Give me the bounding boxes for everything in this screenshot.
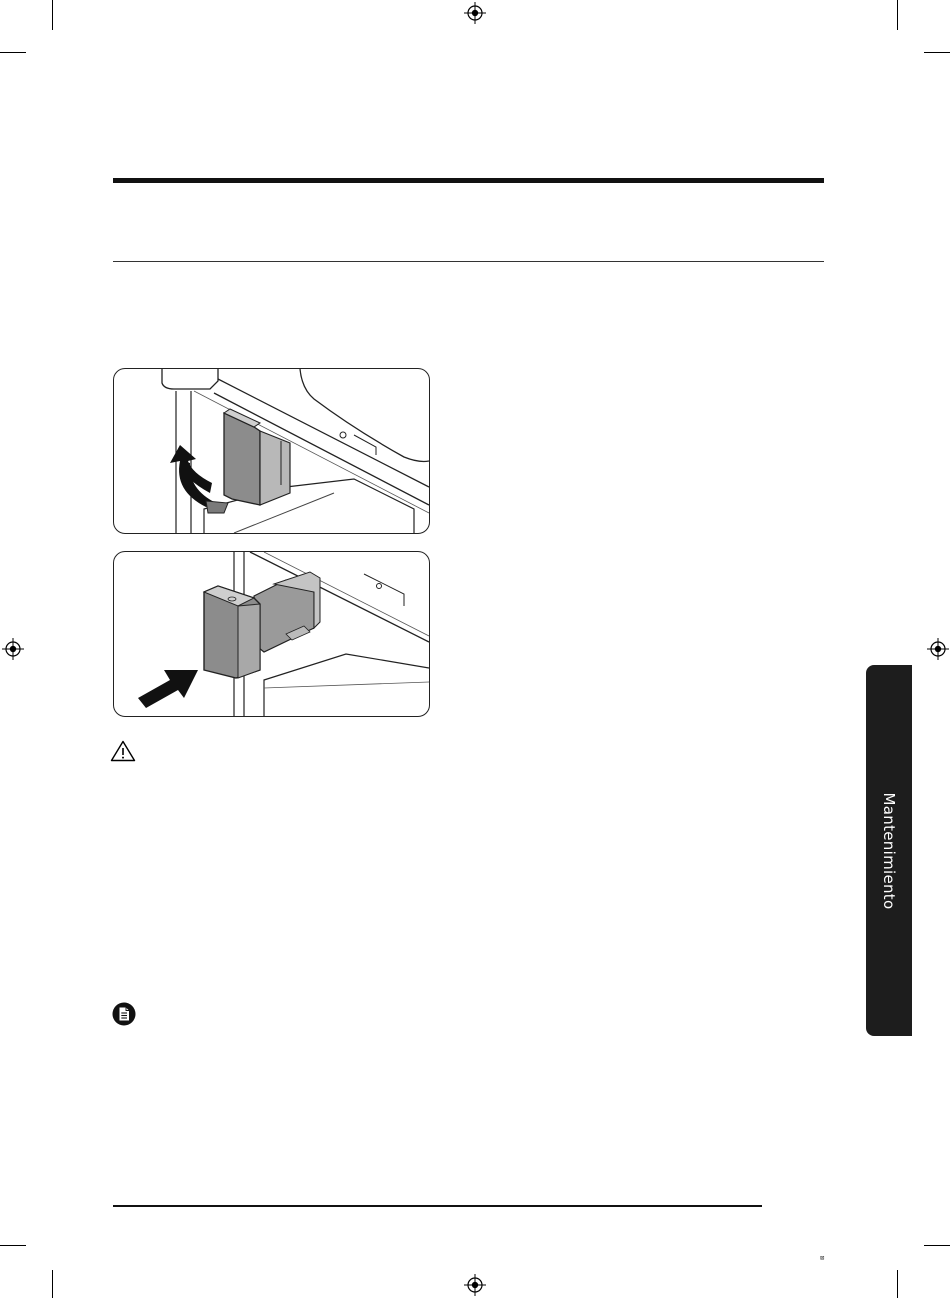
- crop-mark-bottom-left-v: [52, 1270, 53, 1298]
- registration-mark-right-icon: [927, 638, 949, 660]
- illustration-insert-filter-drawing: [114, 552, 429, 716]
- registration-mark-bottom-icon: [464, 1274, 486, 1296]
- illustration-remove-filter-drawing: [114, 369, 429, 533]
- crop-mark-bottom-right-v: [897, 1270, 898, 1298]
- illustration-insert-filter: [113, 551, 430, 717]
- registration-mark-left-icon: [2, 638, 24, 660]
- footer-rule: [113, 1205, 762, 1207]
- crop-mark-top-right-v: [897, 0, 898, 30]
- warning-triangle-icon: [110, 740, 136, 762]
- crop-mark-top-right-h: [924, 52, 950, 53]
- header-rule-thick: [113, 178, 824, 183]
- crop-mark-top-left-v: [52, 0, 53, 30]
- crop-mark-bottom-right-h: [924, 1245, 950, 1246]
- chapter-side-tab-label: Mantenimiento: [880, 792, 898, 909]
- crop-mark-top-left-h: [0, 52, 26, 53]
- chapter-side-tab: [866, 665, 912, 1036]
- illustration-remove-filter: [113, 368, 430, 534]
- registration-mark-top-icon: [464, 2, 486, 24]
- header-rule-thin: [113, 261, 824, 262]
- note-document-icon: [112, 1002, 136, 1026]
- page-number-mark: ⊠: [820, 1254, 825, 1262]
- crop-mark-bottom-left-h: [0, 1245, 26, 1246]
